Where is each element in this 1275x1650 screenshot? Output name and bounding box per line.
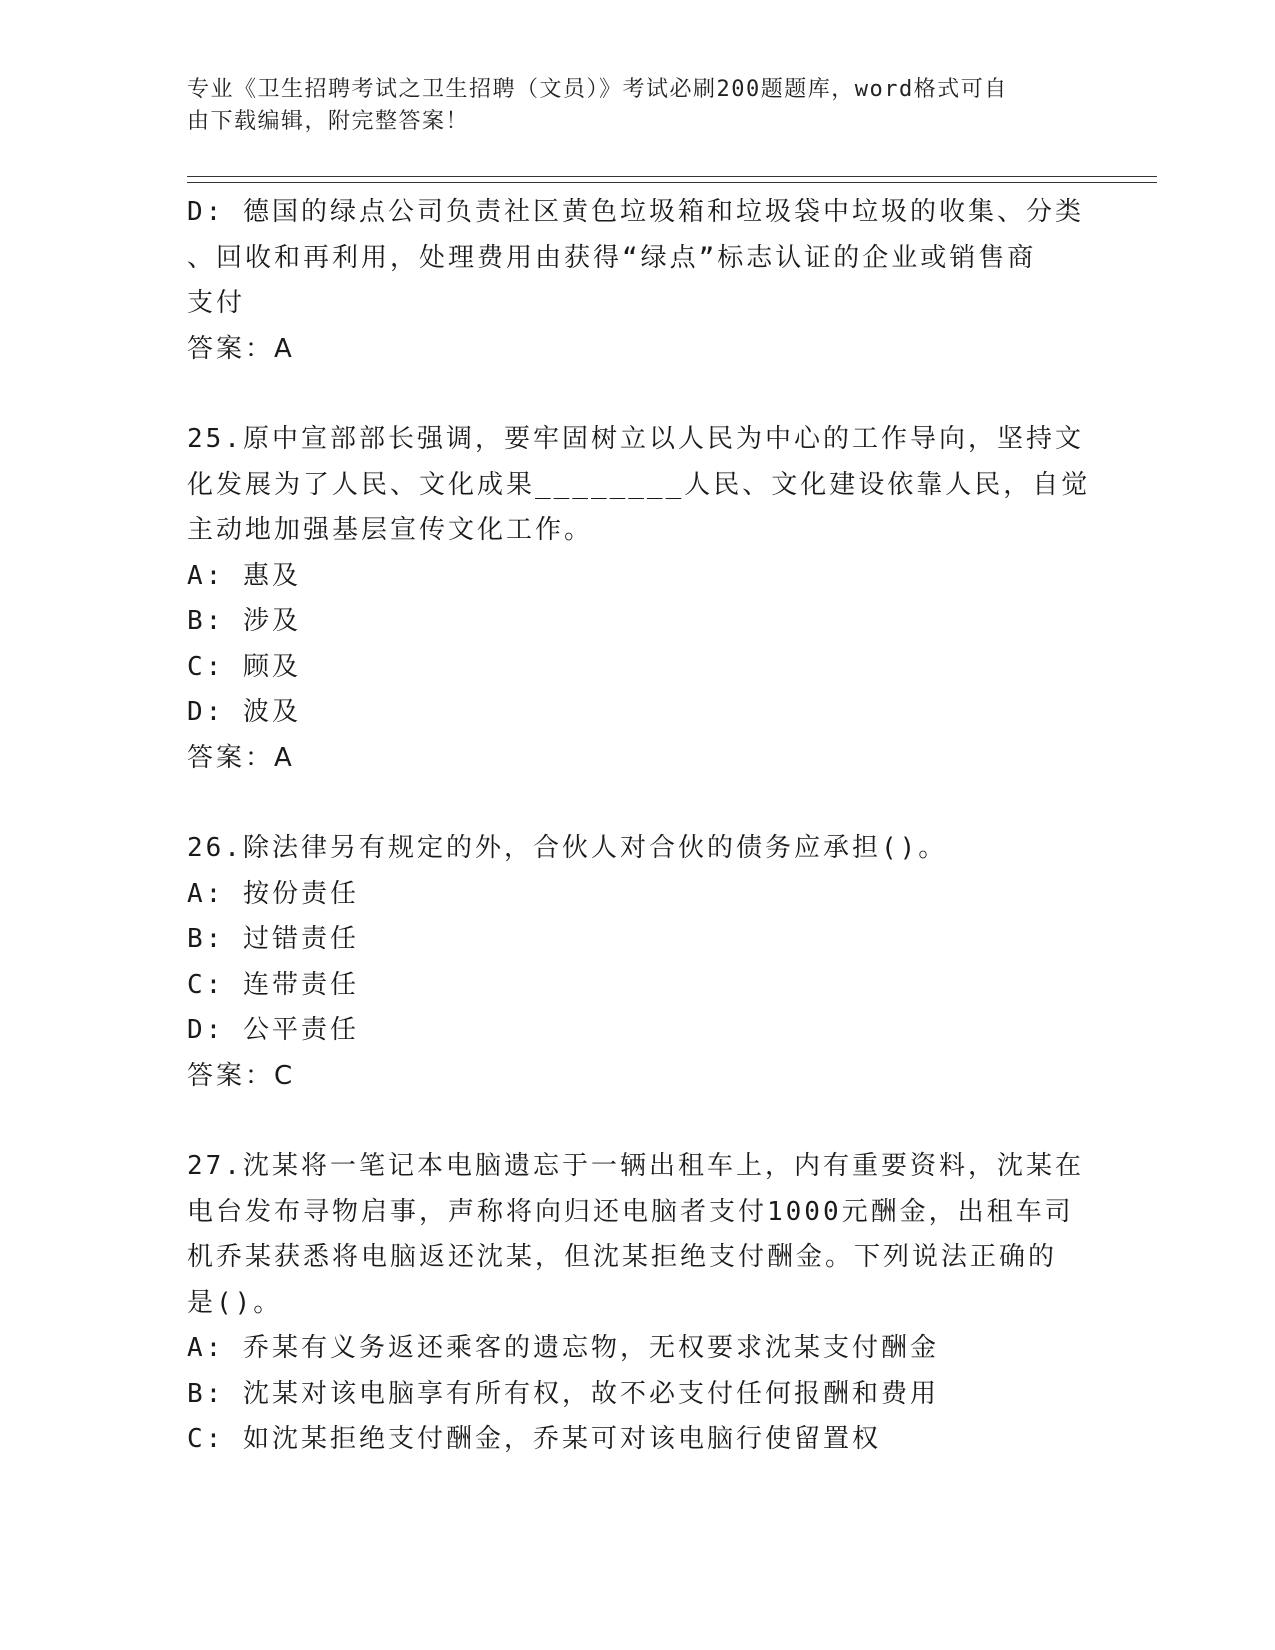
- header-line: 由下载编辑，附完整答案！: [187, 109, 470, 134]
- question-list: [187, 190, 1091, 1463]
- question-stem-line: 化发展为了人民、文化成果________人民、文化建设依靠人民，自觉: [187, 469, 1091, 500]
- question-stem-line: 27.沈某将一笔记本电脑遗忘于一辆出租车上，内有重要资料，沈某在: [187, 1151, 1084, 1181]
- question-stem-line: 主动地加强基层宣传文化工作。: [187, 515, 594, 545]
- option-d-line: 支付: [187, 288, 246, 318]
- question-stem-line: 电台发布寻物启事，声称将向归还电脑者支付1000元酬金，出租车司: [187, 1196, 1074, 1227]
- option-d-line: D: 德国的绿点公司负责社区黄色垃圾箱和垃圾袋中垃圾的收集、分类: [187, 197, 1084, 227]
- option-b: B: 过错责任: [187, 924, 359, 954]
- header-divider: [187, 176, 1157, 177]
- spacer: [187, 1099, 1087, 1144]
- option-c: C: 连带责任: [187, 969, 359, 1000]
- option-c: C: 顾及: [187, 651, 301, 682]
- option-a: A: 按份责任: [187, 878, 359, 909]
- question-stem-line: 是()。: [187, 1287, 283, 1318]
- option-a: A: 惠及: [187, 560, 301, 591]
- spacer: [187, 372, 1087, 417]
- header-divider: [187, 182, 1157, 183]
- question-27: [187, 1144, 1087, 1463]
- spacer: [187, 781, 1087, 826]
- header-line: 专业《卫生招聘考试之卫生招聘（文员）》考试必刷200题题库，word格式可自: [187, 77, 1008, 102]
- option-d-line: 、回收和再利用，处理费用由获得“绿点”标志认证的企业或销售商: [187, 242, 1037, 273]
- option-d: D: 公平责任: [187, 1015, 359, 1045]
- question-stem-line: 25.原中宣部部长强调，要牢固树立以人民为中心的工作导向，坚持文: [187, 424, 1084, 454]
- question-stem-line: 机乔某获悉将电脑返还沈某，但沈某拒绝支付酬金。下列说法正确的: [187, 1242, 1058, 1272]
- answer-line: 答案：C: [187, 1060, 296, 1091]
- option-d: D: 波及: [187, 697, 301, 727]
- option-a: A: 乔某有义务返还乘客的遗忘物，无权要求沈某支付酬金: [187, 1333, 939, 1363]
- previous-question-tail: [187, 190, 1087, 372]
- answer-line: 答案：A: [187, 742, 295, 773]
- page-header: [187, 74, 1067, 138]
- option-b: B: 沈某对该电脑享有所有权，故不必支付任何报酬和费用: [187, 1378, 939, 1409]
- question-26: [187, 826, 1087, 1099]
- option-c: C: 如沈某拒绝支付酬金，乔某可对该电脑行使留置权: [187, 1424, 881, 1454]
- question-stem-line: 26.除法律另有规定的外，合伙人对合伙的债务应承担()。: [187, 833, 948, 863]
- answer-line: 答案：A: [187, 333, 295, 364]
- option-b: B: 涉及: [187, 606, 301, 636]
- question-25: [187, 417, 1091, 781]
